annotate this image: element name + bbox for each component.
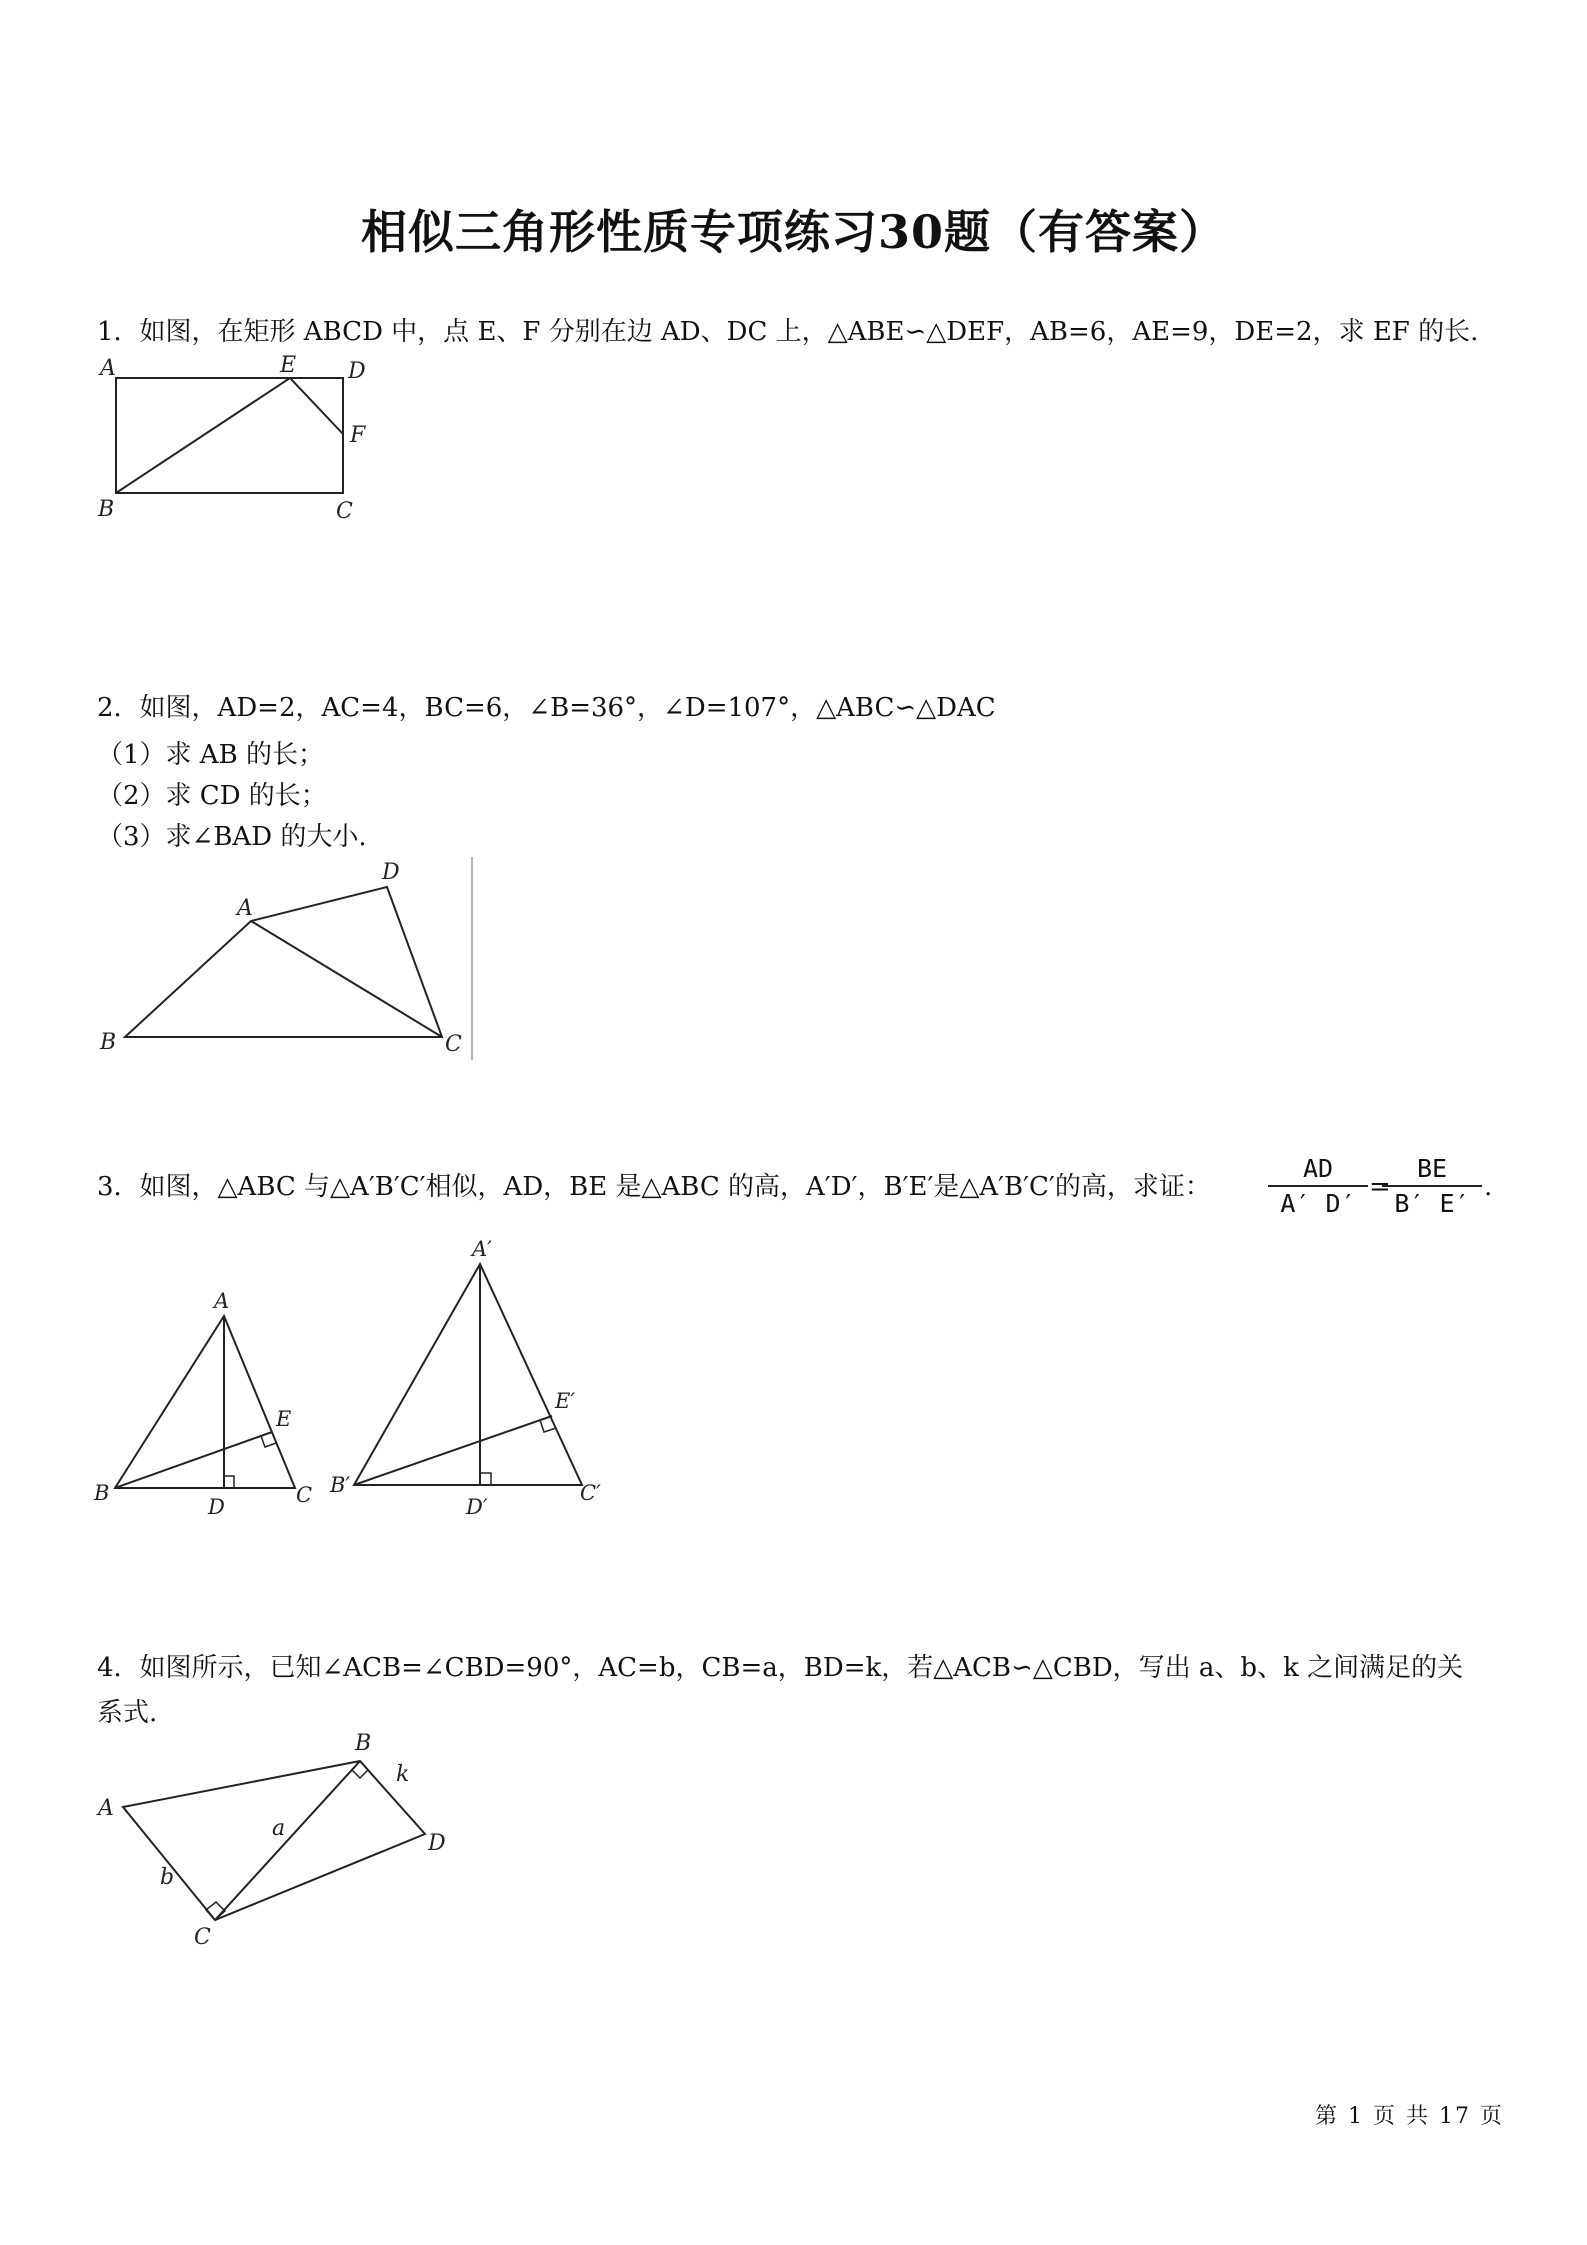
question-2-text: 2．如图，AD=2，AC=4，BC=6，∠B=36°，∠D=107°，△ABC∽△DAC [97, 693, 996, 723]
fraction-ad-denominator: A′ D′ [1280, 1189, 1356, 1218]
fraction-be [1382, 1154, 1482, 1218]
label-A: A [214, 1289, 230, 1313]
question-4-figure [90, 1730, 470, 1950]
equals-sign: = [1369, 1172, 1391, 1202]
fraction-be-denominator: B′ E′ [1394, 1189, 1470, 1218]
label-C: C [445, 1032, 462, 1057]
period: . [1484, 1172, 1493, 1202]
right-angle-d [224, 1476, 234, 1488]
question-2-sub2: （2）求 CD 的长； [97, 781, 327, 811]
label-A-prime: A′ [472, 1237, 492, 1261]
label-a: a [272, 1816, 286, 1841]
label-B-prime: B′ [330, 1473, 351, 1497]
fraction-be-numerator: BE [1416, 1154, 1448, 1183]
triangle-abc [115, 1316, 295, 1488]
label-B: B [94, 1481, 110, 1505]
fraction-ad [1268, 1154, 1368, 1218]
label-C: C [194, 1925, 211, 1950]
right-angle-b [352, 1761, 368, 1778]
segment-be [116, 378, 290, 493]
label-k: k [396, 1762, 410, 1787]
label-A: A [237, 896, 253, 921]
label-E: E [280, 353, 297, 378]
question-2-figure [90, 855, 490, 1065]
label-E: E [276, 1407, 292, 1431]
altitude-be-prime [354, 1416, 552, 1485]
label-C: C [336, 499, 353, 524]
question-3-figure [90, 1230, 630, 1530]
question-1-text: 1．如图，在矩形 ABCD 中，点 E、F 分别在边 AD、DC 上，△ABE∽△DEF，AB=6，AE=9，DE=2，求 EF 的长. [97, 317, 1479, 347]
label-C-prime: C′ [580, 1481, 601, 1505]
label-b: b [160, 1865, 175, 1890]
label-D: D [382, 860, 400, 885]
question-3-text: 3．如图，△ABC 与△A′B′C′相似，AD，BE 是△ABC 的高，A′D′，B′E′是△A′B′C′的高，求证： [97, 1172, 1211, 1202]
question-1-figure [90, 350, 390, 530]
triangle-abc-prime [354, 1264, 582, 1485]
altitude-be [115, 1432, 272, 1488]
label-A: A [100, 356, 116, 381]
label-D-prime: D′ [466, 1495, 488, 1519]
label-C: C [296, 1483, 313, 1507]
label-B: B [100, 1030, 117, 1055]
label-A: A [98, 1796, 114, 1821]
question-4-text-line1: 4．如图所示，已知∠ACB=∠CBD=90°，AC=b，CB=a，BD=k，若△ACB∽△CBD，写出 a、b、k 之间满足的关 [97, 1653, 1464, 1683]
label-B: B [98, 497, 115, 522]
quad-abcd [125, 887, 442, 1037]
question-2-sub3: （3）求∠BAD 的大小. [97, 822, 367, 852]
page-title: 相似三角形性质专项练习30题（有答案） [360, 205, 1226, 259]
question-4-text-line2: 系式. [97, 1698, 158, 1728]
fraction-ad-numerator: AD [1302, 1154, 1334, 1183]
label-B: B [355, 1731, 372, 1756]
rect-abcd [116, 378, 343, 493]
label-D: D [348, 359, 366, 384]
label-F: F [350, 423, 366, 448]
label-E-prime: E′ [555, 1389, 576, 1413]
label-D: D [428, 1831, 446, 1856]
segment-ac [251, 921, 442, 1037]
label-D: D [208, 1495, 225, 1519]
page-footer: 第 1 页 共 17 页 [1315, 2104, 1504, 2129]
right-angle-d-prime [480, 1473, 491, 1485]
question-2-sub1: （1）求 AB 的长； [97, 740, 324, 770]
segment-ef [290, 378, 343, 434]
